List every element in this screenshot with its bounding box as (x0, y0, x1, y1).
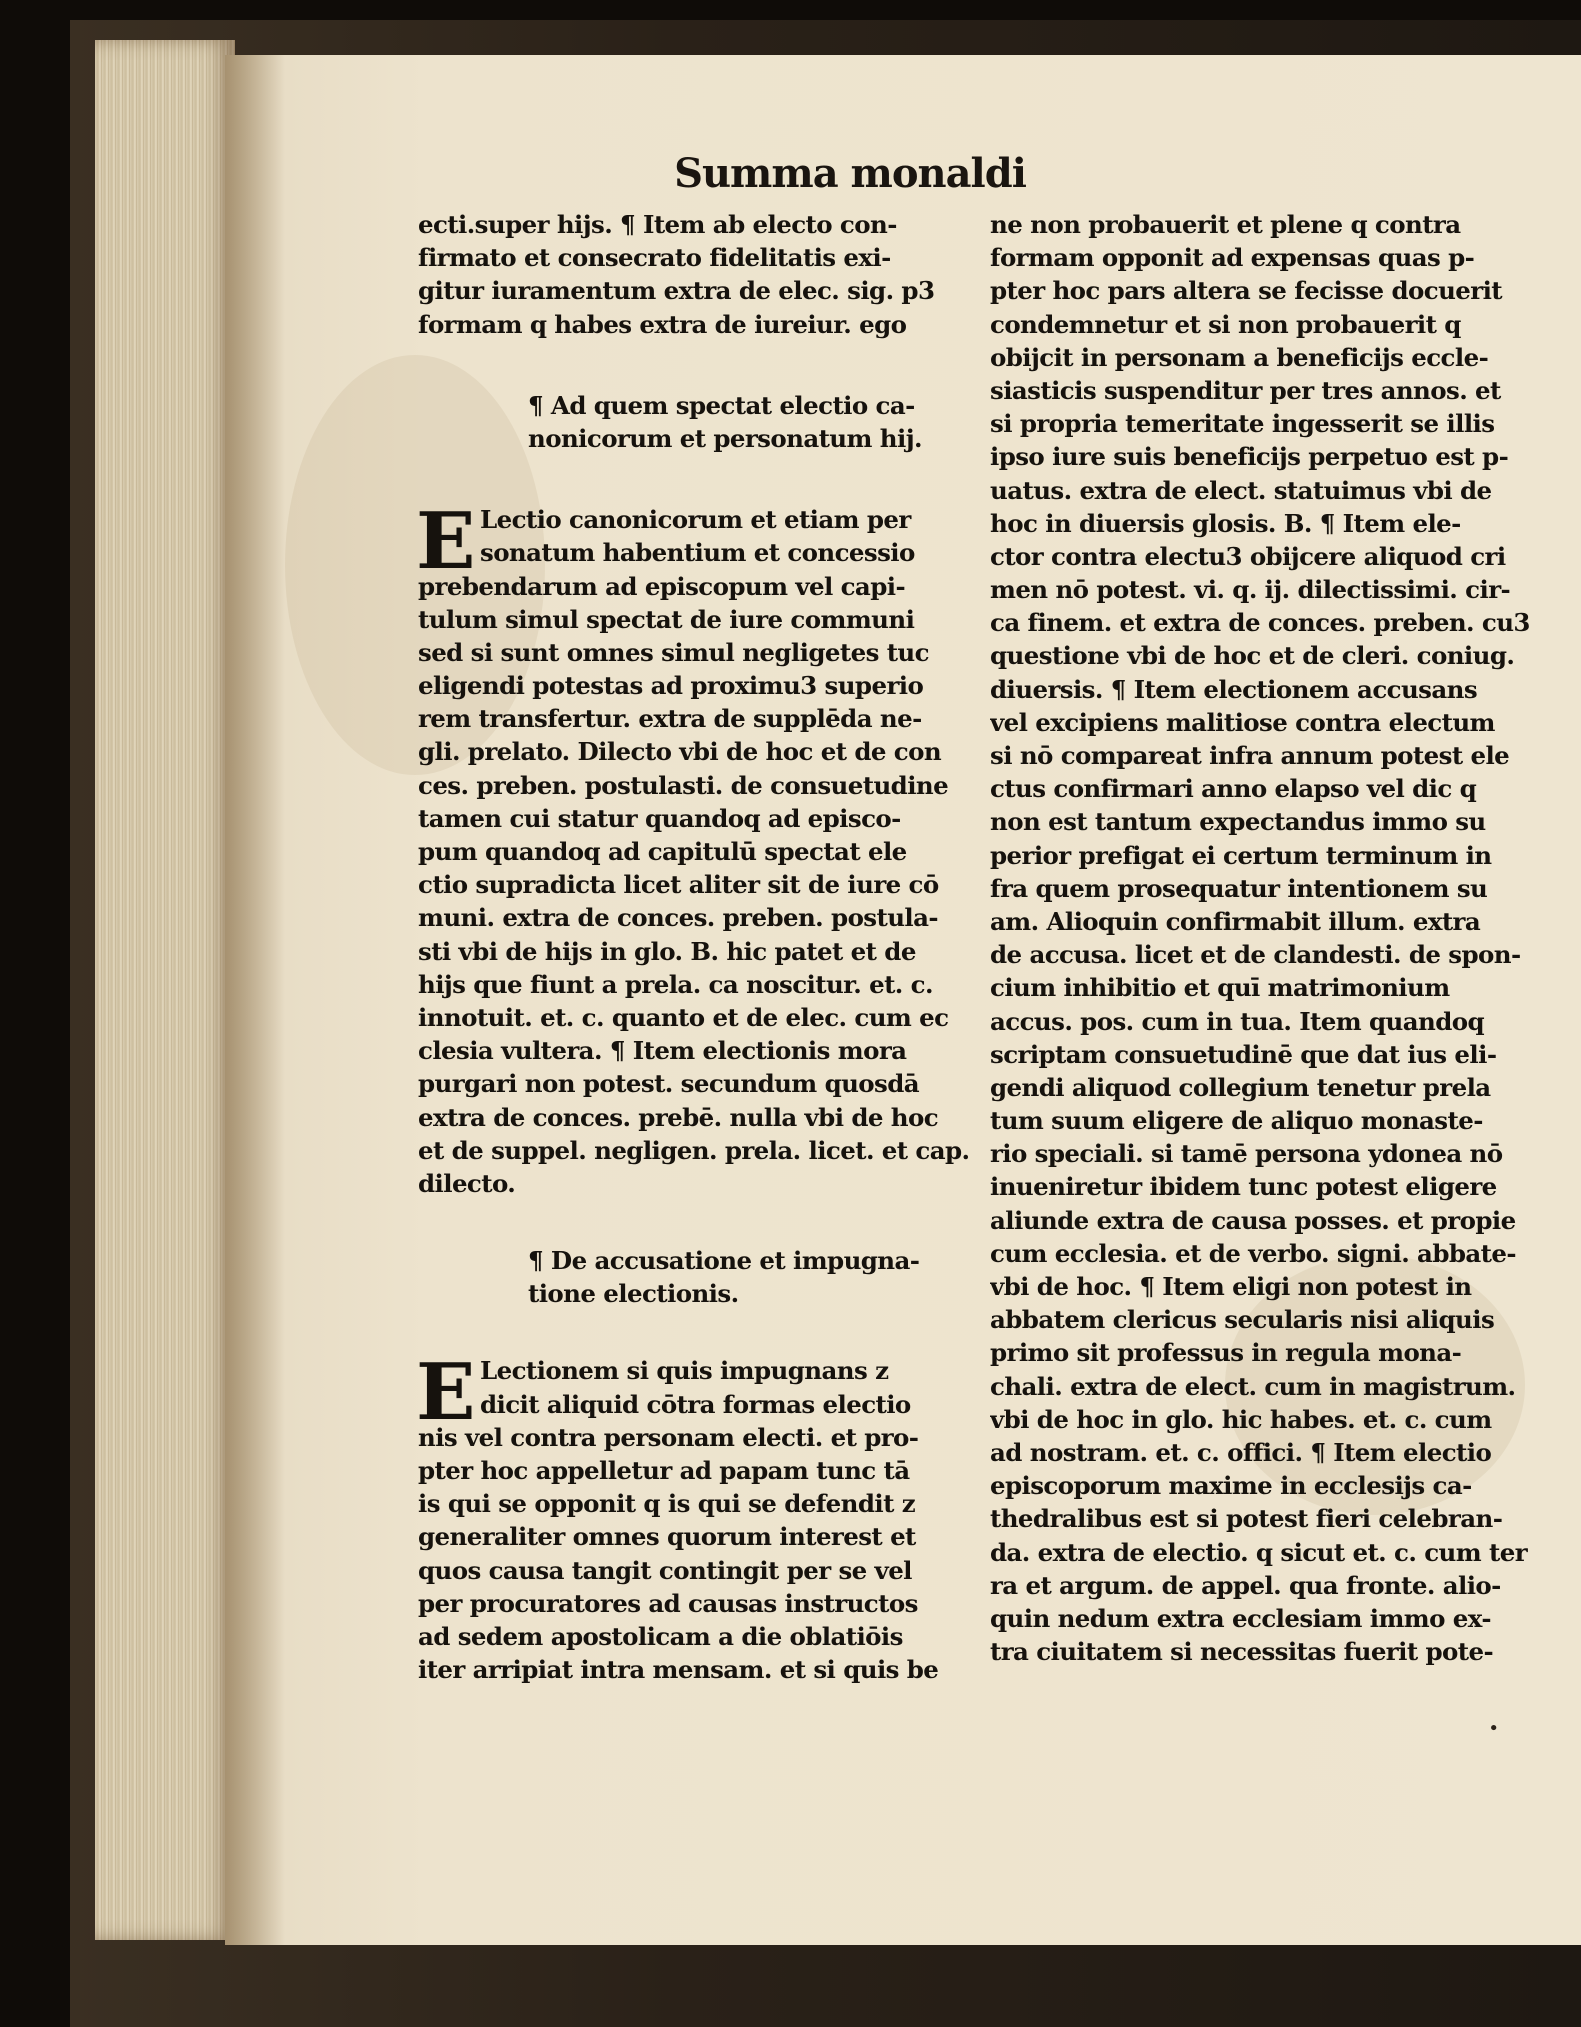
heading-line: nonicorum et personatum hij. (528, 423, 922, 453)
drop-cap-1: E (416, 496, 475, 588)
text-line: si nō compareat infra annum potest ele (990, 741, 1510, 770)
text-line: uatus. extra de elect. statuimus vbi de (990, 475, 1492, 505)
text-line: obijcit in personam a beneficijs eccle- (990, 342, 1489, 372)
text-line: questione vbi de hoc et de cleri. coniug. (990, 641, 1515, 671)
text-line: Lectio canonicorum et etiam per (480, 505, 911, 535)
section-heading-1 (528, 389, 988, 455)
text-line: gendi aliquod collegium tenetur prela (990, 1072, 1491, 1102)
text-line: tamen cui statur quandoq ad episco- (418, 803, 901, 833)
text-line: de accusa. licet et de clandesti. de spon- (990, 940, 1521, 970)
text-line: gitur iuramentum extra de elec. sig. p3 (418, 276, 935, 306)
text-line: da. extra de electio. q sicut et. c. cum ter (990, 1537, 1528, 1567)
text-line: si propria temeritate ingesserit se illis (990, 409, 1495, 439)
section-2 (416, 1347, 990, 1686)
text-line: ces. preben. postulasti. de consuetudine (418, 770, 949, 800)
section-heading-2 (528, 1244, 988, 1310)
text-line: diuersis. ¶ Item electionem accusans (990, 674, 1478, 704)
text-line: tum suum eligere de aliquo monaste- (990, 1106, 1483, 1136)
text-line: ipso iure suis beneficijs perpetuo est p- (990, 442, 1509, 472)
text-line: muni. extra de conces. preben. postula- (418, 903, 938, 933)
text-line: Lectionem si quis impugnans z (480, 1356, 889, 1386)
text-line: siasticis suspenditur per tres annos. et (990, 375, 1501, 405)
section-1 (416, 496, 990, 1200)
page-mark: • (1488, 1718, 1499, 1739)
text-line: firmato et consecrato fidelitatis exi- (418, 243, 891, 273)
spine-shadow (225, 55, 285, 1945)
text-line: vbi de hoc in glo. hic habes. et. c. cum (990, 1404, 1492, 1434)
text-line: quin nedum extra ecclesiam immo ex- (990, 1603, 1491, 1633)
text-line: ad nostram. et. c. offici. ¶ Item electio (990, 1437, 1492, 1467)
text-line: cium inhibitio et quī matrimonium (990, 973, 1450, 1003)
text-line: cum ecclesia. et de verbo. signi. abbate- (990, 1238, 1516, 1268)
text-line: hijs que fiunt a prela. ca noscitur. et. c. (418, 969, 933, 999)
text-line: pter hoc appelletur ad papam tunc tā (418, 1456, 910, 1485)
text-line: fra quem prosequatur intentionem su (990, 873, 1488, 903)
page-edges (95, 40, 235, 1940)
text-line: per procuratores ad causas instructos (418, 1588, 918, 1618)
text-line: ra et argum. de appel. qua fronte. alio- (990, 1570, 1501, 1600)
text-line: ctio supradicta licet aliter sit de iure cō (418, 870, 939, 900)
text-line: men nō potest. vi. q. ij. dilectissimi. cir- (990, 575, 1511, 605)
text-line: scriptam consuetudinē que dat ius eli- (990, 1039, 1497, 1069)
right-column (990, 208, 1530, 1668)
text-line: et de suppel. negligen. prela. licet. et cap. (418, 1135, 970, 1165)
text-line: tulum simul spectat de iure communi (418, 604, 915, 634)
text-line: extra de conces. prebē. nulla vbi de hoc (418, 1102, 939, 1132)
left-column (418, 208, 990, 1686)
text-line: ad sedem apostolicam a die oblatiōis (418, 1621, 903, 1651)
text-line: generaliter omnes quorum interest et (418, 1522, 916, 1552)
text-line: pter hoc pars altera se fecisse docuerit (990, 276, 1502, 306)
text-line: non est tantum expectandus immo su (990, 807, 1486, 837)
text-line: is qui se opponit q is qui se defendit z (418, 1489, 916, 1519)
text-line: ne non probauerit et plene q contra (990, 210, 1461, 239)
text-line: condemnetur et si non probauerit q (990, 309, 1461, 339)
text-line: hoc in diuersis glosis. B. ¶ Item ele- (990, 508, 1461, 538)
text-line: dilecto. (418, 1168, 516, 1198)
text-line: accus. pos. cum in tua. Item quandoq (990, 1006, 1485, 1036)
text-line: abbatem clericus secularis nisi aliquis (990, 1305, 1495, 1335)
text-line: sed si sunt omnes simul negligetes tuc (418, 637, 929, 667)
opening-paragraph (418, 208, 990, 341)
text-line: nis vel contra personam electi. et pro- (418, 1422, 919, 1452)
text-line: vel excipiens malitiose contra electum (990, 707, 1495, 737)
text-line: episcoporum maxime in ecclesijs ca- (990, 1471, 1472, 1501)
text-line: formam q habes extra de iureiur. ego (418, 309, 907, 339)
text-line: vbi de hoc. ¶ Item eligi non potest in (990, 1272, 1472, 1301)
text-line: prebendarum ad episcopum vel capi- (418, 571, 906, 601)
running-head: Summa monaldi (674, 150, 1026, 197)
text-line: tra ciuitatem si necessitas fuerit pote- (990, 1637, 1494, 1667)
text-line: perior prefigat ei certum terminum in (990, 840, 1492, 870)
text-line: chali. extra de elect. cum in magistrum. (990, 1371, 1516, 1401)
text-line: aliunde extra de causa posses. et propie (990, 1205, 1516, 1235)
text-line: am. Alioquin confirmabit illum. extra (990, 906, 1481, 936)
heading-line: ¶ Ad quem spectat electio ca- (528, 390, 915, 420)
text-line: ctor contra electu3 obijcere aliquod cri (990, 541, 1506, 571)
text-line: sti vbi de hijs in glo. B. hic patet et de (418, 936, 916, 966)
text-line: primo sit professus in regula mona- (990, 1338, 1462, 1368)
text-line: clesia vultera. ¶ Item electionis mora (418, 1036, 907, 1066)
text-line: sonatum habentium et concessio (480, 538, 915, 568)
text-line: quos causa tangit contingit per se vel (418, 1555, 912, 1585)
text-line: gli. prelato. Dilecto vbi de hoc et de con (418, 737, 942, 767)
text-line: innotuit. et. c. quanto et de elec. cum ec (418, 1002, 949, 1032)
text-line: ctus confirmari anno elapso vel dic q (990, 774, 1477, 804)
text-line: pum quandoq ad capitulū spectat ele (418, 837, 907, 866)
text-line: dicit aliquid cōtra formas electio (480, 1389, 911, 1419)
text-line: eligendi potestas ad proximu3 superio (418, 671, 924, 701)
drop-cap-2: E (416, 1347, 475, 1439)
text-line: iter arripiat intra mensam. et si quis be (418, 1655, 939, 1685)
text-line: rem transfertur. extra de supplēda ne- (418, 704, 922, 734)
text-line: thedralibus est si potest fieri celebran- (990, 1504, 1503, 1534)
text-line: inueniretur ibidem tunc potest eligere (990, 1172, 1497, 1202)
text-line: ca finem. et extra de conces. preben. cu3 (990, 608, 1530, 638)
text-line: purgari non potest. secundum quosdā (418, 1069, 920, 1099)
text-line: formam opponit ad expensas quas p- (990, 243, 1475, 273)
text-line: ecti.super hijs. ¶ Item ab electo con- (418, 210, 897, 239)
text-line: rio speciali. si tamē persona ydonea nō (990, 1139, 1503, 1169)
heading-line: tione electionis. (528, 1279, 739, 1309)
heading-line: ¶ De accusatione et impugna- (528, 1246, 920, 1276)
